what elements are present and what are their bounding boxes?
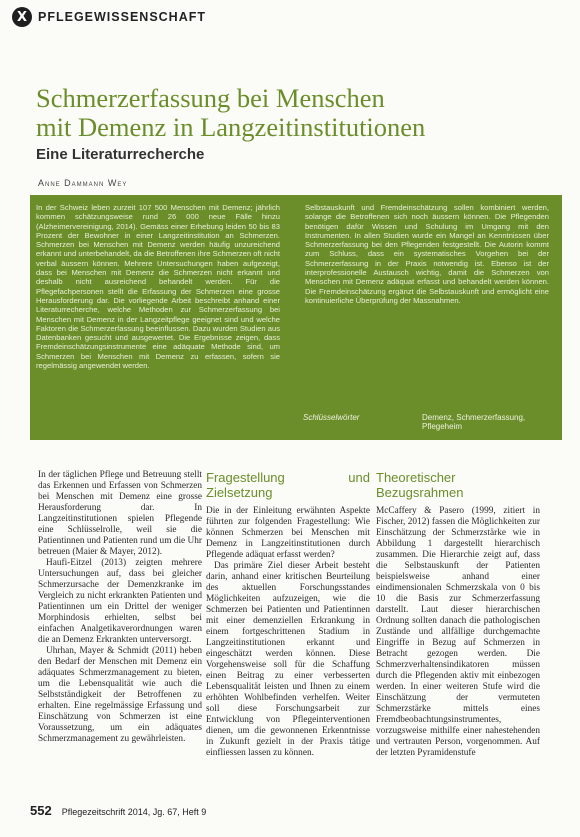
section-heading-bezugsrahmen: Theoretischer Bezugsrahmen xyxy=(376,470,464,500)
body-column-3 xyxy=(376,470,540,795)
body-column-2 xyxy=(206,470,370,795)
section-heading-fragestellung: Fragestellung und Zielsetzung xyxy=(206,470,370,500)
paragraph: Die in der Einleitung erwähnten Aspekte führten zur folgenden Fragestellung: Wie können Schmerzen bei Menschen mit Demenz in Langzeitinstitutionen durch Pflegende adäquat erfasst werden? xyxy=(206,506,370,560)
page-number: 552 xyxy=(30,803,52,818)
article-subtitle: Eine Literaturrecherche xyxy=(36,146,205,163)
paragraph: In der täglichen Pflege und Betreuung stellt das Erkennen und Erfassen von Schmerzen bei Menschen mit Demenz eine grosse Herausforderung dar. In Langzeitinstitutionen spielen Pflegende eine Schlüsselrolle, weil sie die Patientinnen und Patienten rund um die Uhr betreuen (Maier & Mayer, 2012). xyxy=(38,470,202,557)
paragraph: Das primäre Ziel dieser Arbeit besteht darin, anhand einer kritischen Beurteilung des aktuellen Forschungsstandes Möglichkeiten aufzuzeigen, wie die Schmerzen bei Patienten und Patientinnen mit einer demenziellen Erkrankung in einem fortgeschrittenen Stadium in Langzeitinstitutionen erkannt und eingeschätzt werden können. Diese Vorgehensweise soll für die Schaffung einen Beitrag zu einer verbesserten Lebensqualität leisten und Ihnen zu einem erhöhten Wohlbefinden verhelfen. Weiter soll diese Forschungsarbeit zur Entwicklung von Pflegeinterventionen dienen, um die gewonnenen Erkenntnisse in Zukunft gezielt in der Praxis tätige einfliessen lassen zu können. xyxy=(206,561,370,758)
section-header xyxy=(12,6,206,28)
abstract-text-left: In der Schweiz leben zurzeit 107 500 Menschen mit Demenz; jährlich kommen schätzungsweise rund 26 000 neue Fälle hinzu (Alzheimervereinigung, 2014). Gemäss einer Erhebung leiden 50 bis 83 Prozent der Bewohner in einer Langzeitinstitution an Schmerzen. Schmerzen bei Menschen mit Demenz werden häufig unzureichend erkannt und unterbehandelt, da die Betroffenen ihre Schmerzen oft nicht verbal äussern können. Mehrere Untersuchungen haben aufgezeigt, dass bei Menschen mit Demenz die Schmerzen nicht erkannt und deshalb nicht ausreichend behandelt werden. Für die Pflegefachpersonen stellt die Erfassung der Schmerzen eine grosse Herausforderung dar. Die vorliegende Arbeit beschreibt anhand einer Literaturrecherche, welche Methoden zur Schmerzerfassung bei Menschen mit Demenz in der Langzeitpflege geeignet sind und welche Faktoren die Schmerzerfassung beeinflussen. Dazu wurden Studien aus Datenbanken gesucht und ausgewertet. Die Ergebnisse zeigen, dass Fremdeinschätzungsinstrumente eine adäquate Methode sind, um Schmerzen bei Menschen mit Demenz zu erfassen, sofern sie regelmässig angewendet werden. xyxy=(36,203,280,371)
article-title-line2: mit Demenz in Langzeitinstitutionen xyxy=(36,112,426,142)
page-footer xyxy=(30,803,206,818)
keywords: Demenz, Schmerzerfassung, Pflegeheim xyxy=(422,413,526,431)
article-title xyxy=(36,84,425,142)
paragraph: Uhrhan, Mayer & Schmidt (2011) heben den Bedarf der Menschen mit Demenz ein adäquates Schmerzmanagement zu bieten, um die Lebensqualität wie auch die Selbstständigkeit der Betroffenen zu erhalten. Eine regelmässige Erfassung und Einschätzung von Schmerzen ist eine Voraussetzung, um ein adäquates Schmerzmanagement zu gewährleisten. xyxy=(38,646,202,744)
abstract-text-right: Selbstauskunft und Fremdeinschätzung sollen kombiniert werden, solange die Betroffenen sich noch äussern können. Die Pflegenden benötigen dafür Wissen und Schulung im Umgang mit den Instrumenten. In allen Studien wurde ein Mangel an Kenntnissen über Schmerzerfassung bei den Pflegenden festgestellt. Die Autorin kommt zum Schluss, dass ein systematisches Vorgehen bei der Schmerzerfassung in der Praxis notwendig ist. Ebenso ist der interprofessionelle Austausch wichtig, damit die Schmerzen von Menschen mit Demenz adäquat erfasst und behandelt werden können. Die Fremdeinschätzung ergänzt die Selbstauskunft und ermöglicht eine kontinuierliche Überprüfung der Massnahmen. xyxy=(305,203,549,305)
section-x-icon: X xyxy=(12,7,32,27)
article-title-line1: Schmerzerfassung bei Menschen xyxy=(36,83,385,113)
column-body xyxy=(206,506,370,788)
section-label: PFLEGEWISSENSCHAFT xyxy=(38,10,207,24)
paragraph: Haufi-Eitzel (2013) zeigten mehrere Untersuchungen auf, dass bei gleicher Schmerzursache der Demenzkranke im Vergleich zu nicht erkrankten Patienten und Patientinnen um ein Drittel der weniger Morphindosis erhielten, selbst bei einfachen Analgetikaverordnungen waren die an Demenz Erkrankten unterversorgt. xyxy=(38,558,202,645)
column-body xyxy=(376,506,540,788)
keywords-label: Schlüsselwörter xyxy=(303,413,360,422)
abstract-box xyxy=(30,195,562,440)
paragraph: McCaffery & Pasero (1999, zitiert in Fischer, 2012) fassen die Möglichkeiten zur Einschätzung der Schmerzstärke wie in Abbildung 1 dargestellt hierarchisch zusammen. Die Hierarchie zeigt auf, dass die Selbstauskunft der Patienten beispielsweise anhand einer eindimensionalen Schmerzskala von 0 bis 10 die Basis zur Schmerzerfassung darstellt. Laut dieser hierarchischen Ordnung sollten danach die pathologischen Zustände und allfällige durchgemachte Eingriffe in Bezug auf Schmerzen in Betracht gezogen werden. Die Schmerzverhaltensindikatoren müssen durch die Pflegenden aktiv mit einbezogen werden. In einer weiteren Stufe wird die Einschätzung der vermuteten Schmerzstärke mittels eines Fremdbeobachtungsinstrumentes, vorzugsweise mithilfe einer nahestehenden und vertrauten Person, vorgenommen. Auf der letzten Pyramidenstufe xyxy=(376,506,540,758)
body-column-1 xyxy=(38,470,202,795)
journal-reference: Pflegezeitschrift 2014, Jg. 67, Heft 9 xyxy=(61,807,207,817)
author-name: Anne Dammann Wey xyxy=(38,178,128,188)
